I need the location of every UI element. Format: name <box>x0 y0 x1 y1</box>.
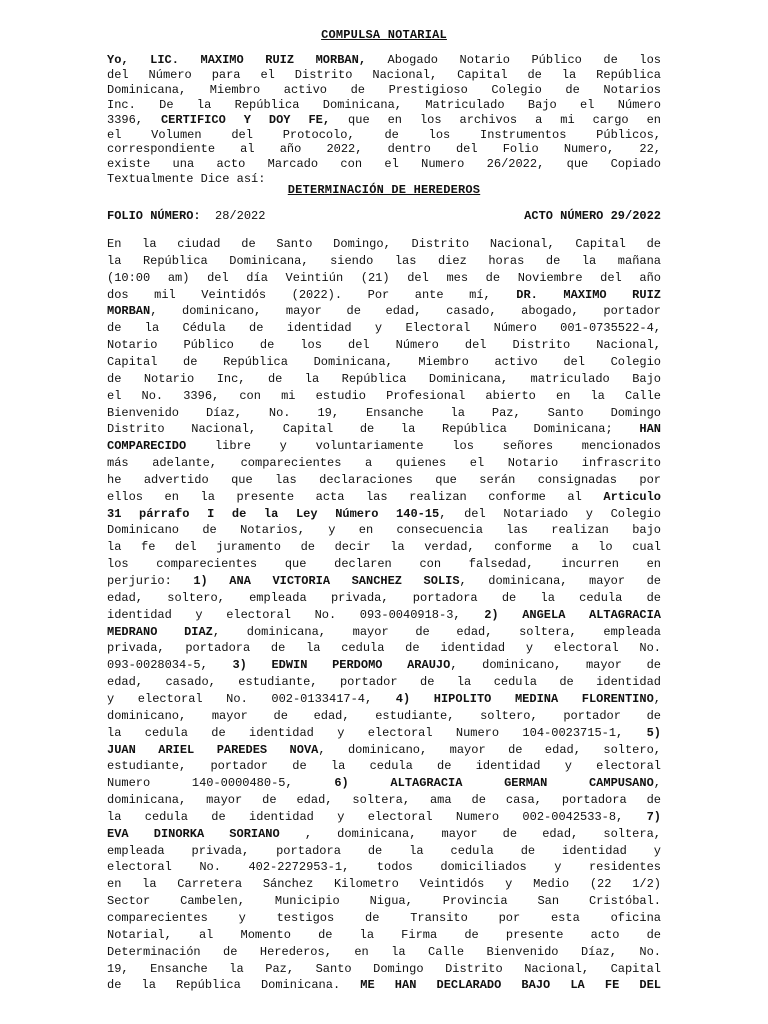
body-line: ellos en la presente acta las realizan conforme al Articulo <box>107 489 661 504</box>
body-line: he advertido que las declaraciones que serán consignadas por <box>107 472 661 487</box>
body-line: EVA DINORKA SORIANO , dominicana, mayor de edad, soltera, <box>107 826 661 841</box>
body-line: Notario Público de los del Número del Distrito Nacional, <box>107 338 661 353</box>
body-line: la fe del juramento de decir la verdad, conforme a lo cual <box>107 540 661 555</box>
body-line: electoral No. 402-2272953-1, todos domiciliados y residentes <box>107 860 661 875</box>
intro-line: Dominicana, Miembro activo de Prestigioso Colegio de Notarios <box>107 82 661 97</box>
body-line: privada, portadora de la cedula de identidad y electoral No. <box>107 641 661 656</box>
body-line: empleada privada, portadora de la cedula de identidad y <box>107 843 661 858</box>
folio-label: FOLIO NÚMERO: <box>107 209 201 223</box>
folio-value: 28/2022 <box>215 209 266 223</box>
body-line: edad, soltero, empleada privada, portadora de la cedula de <box>107 590 661 605</box>
intro-line: Textualmente Dice así: <box>107 172 266 187</box>
body-line: la República Dominicana, siendo las diez horas de la mañana <box>107 253 661 268</box>
body-line: Dominicano de Notarios, y en consecuencia las realizan bajo <box>107 523 661 538</box>
body-line: 31 párrafo I de la Ley Número 140-15, del Notariado y Colegio <box>107 506 661 521</box>
body-line: más adelante, comparecientes a quienes el Notario infrascrito <box>107 456 661 471</box>
body-line: MORBAN, dominicano, mayor de edad, casado, abogado, portador <box>107 304 661 319</box>
body-line: dos mil Veintidós (2022). Por ante mí, DR. MAXIMO RUIZ <box>107 287 661 302</box>
body-line: Notarial, al Momento de la Firma de presente acto de <box>107 927 661 942</box>
document-title: COMPULSA NOTARIAL <box>321 28 447 42</box>
body-line: dominicana, mayor de edad, soltera, ama de casa, portadora de <box>107 793 661 808</box>
body-line: Distrito Nacional, Capital de la República Dominicana; HAN <box>107 422 661 437</box>
folio-number <box>107 208 265 224</box>
body-line: Capital de República Dominicana, Miembro activo del Colegio <box>107 354 661 369</box>
body-line: identidad y electoral No. 093-0040918-3, 2) ANGELA ALTAGRACIA <box>107 607 661 622</box>
body-line: de la República Dominicana. ME HAN DECLARADO BAJO LA FE DEL <box>107 978 661 993</box>
body-line: comparecientes y testigos de Transito por esta oficina <box>107 911 661 925</box>
body-line: en la Carretera Sánchez Kilometro Veintidós y Medio (22 1/2) <box>107 877 661 892</box>
body-line: COMPARECIDO libre y voluntariamente los señores mencionados <box>107 439 661 454</box>
body-line: edad, casado, estudiante, portador de la cedula de identidad <box>107 675 661 690</box>
body-line: Numero 140-0000480-5, 6) ALTAGRACIA GERMAN CAMPUSANO, <box>107 776 661 791</box>
body-line: de la Cédula de identidad y Electoral Número 001-0735522-4, <box>107 321 661 336</box>
body-line: JUAN ARIEL PAREDES NOVA, dominicano, mayor de edad, soltero, <box>107 742 661 757</box>
body-line: los comparecientes que declaren con falsedad, incurren en <box>107 557 661 572</box>
intro-line: 3396, CERTIFICO Y DOY FE, que en los archivos a mi cargo en <box>107 112 661 127</box>
body-line: perjurio: 1) ANA VICTORIA SANCHEZ SOLIS, dominicana, mayor de <box>107 574 661 588</box>
body-line: y electoral No. 002-0133417-4, 4) HIPOLITO MEDINA FLORENTINO, <box>107 691 661 706</box>
intro-line: correspondiente al año 2022, dentro del Folio Numero, 22, <box>107 142 661 157</box>
intro-line: Yo, LIC. MAXIMO RUIZ MORBAN, Abogado Notario Público de los <box>107 53 661 67</box>
body-line: 19, Ensanche la Paz, Santo Domingo Distrito Nacional, Capital <box>107 961 661 976</box>
body-line: la cedula de identidad y electoral Numero 104-0023715-1, 5) <box>107 725 661 740</box>
body-line: En la ciudad de Santo Domingo, Distrito Nacional, Capital de <box>107 237 661 251</box>
body-line: el No. 3396, con mi estudio Profesional abierto en la Calle <box>107 388 661 403</box>
body-line: Sector Cambelen, Municipio Nigua, Provincia San Cristóbal. <box>107 894 661 909</box>
body-line: (10:00 am) del día Veintiún (21) del mes de Noviembre del año <box>107 270 661 285</box>
intro-line: existe una acto Marcado con el Numero 26/2022, que Copiado <box>107 157 661 172</box>
intro-line: el Volumen del Protocolo, de los Instrumentos Públicos, <box>107 127 661 142</box>
body-line: Determinación de Herederos, en la Calle Bienvenido Díaz, No. <box>107 944 661 959</box>
body-line: MEDRANO DIAZ, dominicana, mayor de edad, soltera, empleada <box>107 624 661 639</box>
body-line: dominicano, mayor de edad, estudiante, soltero, portador de <box>107 708 661 723</box>
body-line: estudiante, portador de la cedula de identidad y electoral <box>107 759 661 774</box>
section-title: DETERMINACIÓN DE HEREDEROS <box>287 183 481 197</box>
body-line: de Notario Inc, de la República Dominicana, matriculado Bajo <box>107 371 661 386</box>
body-line: 093-0028034-5, 3) EDWIN PERDOMO ARAUJO, dominicano, mayor de <box>107 658 661 673</box>
body-line: Bienvenido Díaz, No. 19, Ensanche la Paz, Santo Domingo <box>107 405 661 420</box>
body-line: la cedula de identidad y electoral Numero 002-0042533-8, 7) <box>107 809 661 824</box>
intro-line: del Número para el Distrito Nacional, Capital de la República <box>107 67 661 82</box>
acto-number: ACTO NÚMERO 29/2022 <box>524 209 661 223</box>
intro-line: Inc. De la República Dominicana, Matriculado Bajo el Número <box>107 97 661 112</box>
